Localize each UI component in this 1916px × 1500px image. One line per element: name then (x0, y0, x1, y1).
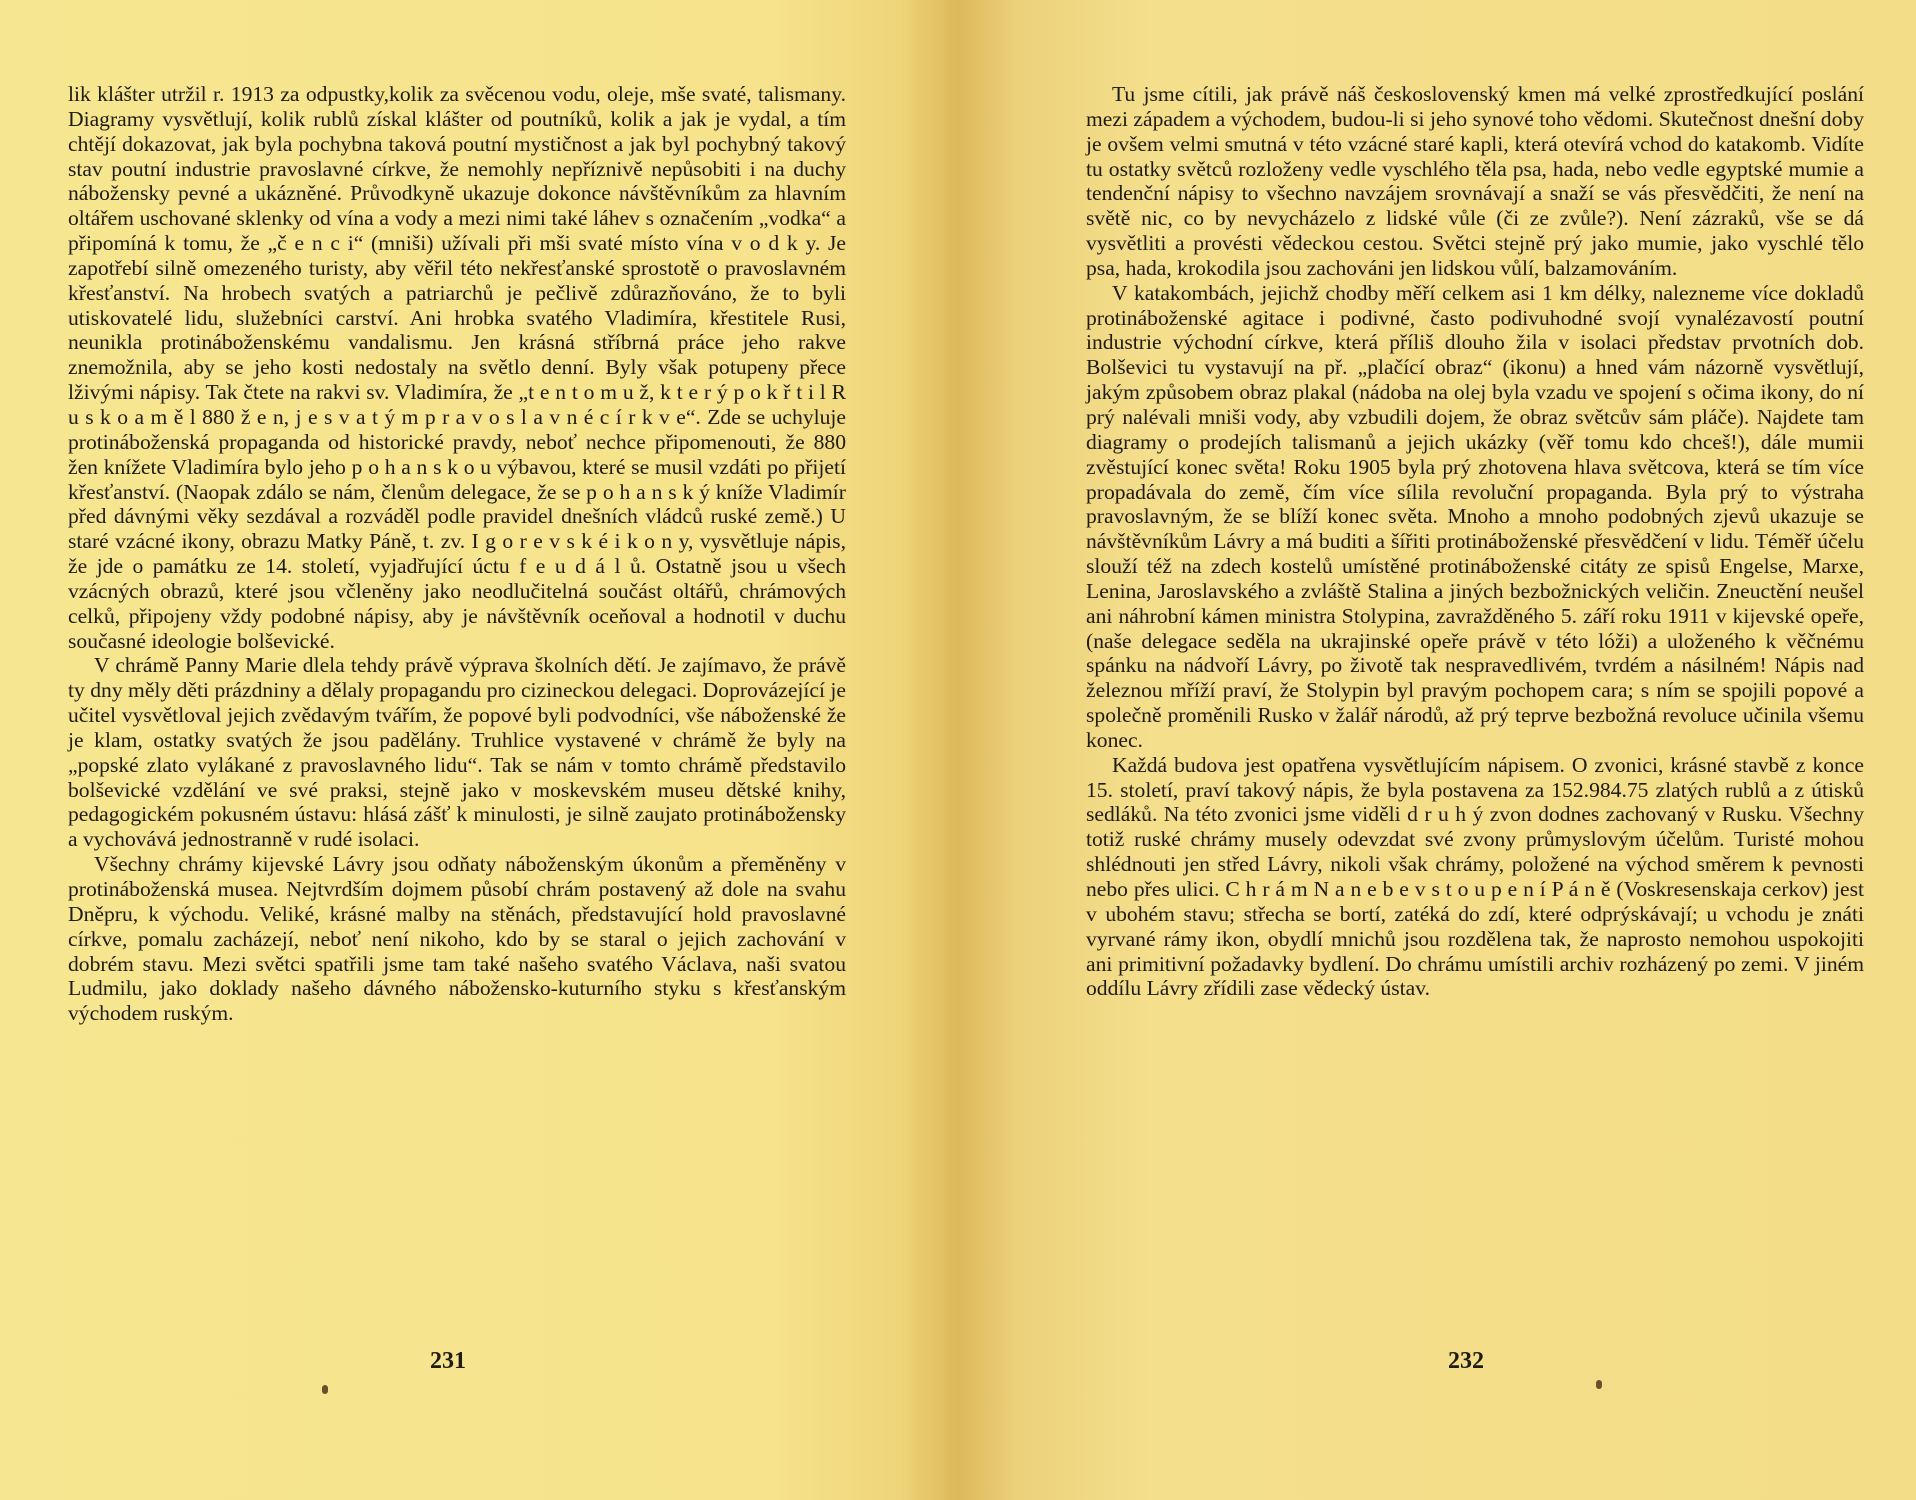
right-page (1086, 82, 1864, 1001)
right-paragraph-3: Každá budova jest opatřena vysvětlujícím nápisem. O zvonici, krásné stavbě z konce 15. století, praví takový nápis, že byla postavena za 152.984.75 zlatých rublů a z útisků sedláků. Na této zvonici jsme viděli d r u h ý zvon dodnes zachovaný v Rusku. Všechny totiž ruské chrámy musely odevzdat své zvony průmyslovým účelům. Turisté mohou shlédnouti jen střed Lávry, nikoli však chrámy, položené na východ směrem k pevnosti nebo přes ulici. C h r á m N a n e b e v s t o u p e n í P á n ě (Voskresenskaja cerkov) jest v ubohém stavu; střecha se bortí, zatéká do zdí, které odprýskávají; u vchodu je znáti vyrvané rámy ikon, obydlí mnichů jsou rozdělena tak, že naprosto nemohou uspokojiti ani primitivní požadavky bydlení. Do chrámu umístili archiv rozházený po zemi. V jiném oddílu Lávry zřídili zase vědecký ústav. (1086, 752, 1864, 1001)
right-paragraph-2: V katakombách, jejichž chodby měří celkem asi 1 km délky, nalezneme více dokladů protináboženské agitace i podivné, často podivuhodné svojí vynalézavostí poutní industrie východní církve, která příliš dlouho žila v isolaci představ prvotních dob. Bolševici tu vystavují na př. „plačící obraz“ (ikonu) a hned vám názorně vysvětlují, jakým způsobem obraz plakal (nádoba na olej byla vzadu ve spojení s očima ikony, do ní prý nalévali mniši vody, aby vzbudili dojem, že obraz světcův sám pláče). Najdete tam diagramy o prodejích talismanů a jejich ukázky (věř tomu kdo chceš!), dále mumii zvěstující konec světa! Roku 1905 byla prý zhotovena hlava světcova, která se tím více propadávala do země, čím více sílila revoluční propaganda. Byla prý to výstraha pravoslavným, že se blíží konec světa. Mnoho a mnoho podobných zjevů ukazuje se návštěvníkům Lávry a má buditi a šířiti protináboženské přesvědčení v lidu. Téměř účelu slouží též na zdech kostelů umístěné protináboženské citáty ze spisů Engelse, Marxe, Lenina, Jaroslavského a zvláště Stalina a jiných bezbožnických veličin. Zneuctění neušel ani náhrobní kámen ministra Stolypina, zavražděného 5. září roku 1911 v kijevské opeře, (naše delegace seděla na ukrajinské opeře právě v této lóži) a uloženého k věčnému spánku na nádvoří Lávry, po životě tak nespravedlivém, tvrdém a násilném! Nápis nad železnou mříží praví, že Stolypin byl pravým pochopem cara; s ním se spojili popové a společně proměnili Rusko v žalář národů, až prý teprve bezbožná revoluce učinila všemu konec. (1086, 280, 1864, 752)
ink-speck (322, 1385, 328, 1394)
right-paragraph-1: Tu jsme cítili, jak právě náš československý kmen má velké zprostředkující poslání mezi západem a východem, budou-li si jeho synové toho vědomi. Skutečnost dnešní doby je ovšem velmi smutná v této vzácné staré kapli, která otevírá vchod do katakomb. Vidíte tu ostatky světců rozloženy vedle vyschlého těla psa, hada, nebo vedle egyptské mumie a tendenční nápisy to všechno navzájem srovnávají a snaží se vás přesvědčiti, že není na světě nic, co by nevycházelo z lidské vůle (či ze zvůle?). Není zázraků, vše se dá vysvětliti a provésti vědeckou cestou. Světci stejně prý jako mumie, jako vyschlé tělo psa, hada, krokodila jsou zachováni jen lidskou vůlí, balzamováním. (1086, 82, 1864, 280)
left-page-number: 231 (430, 1348, 466, 1374)
left-page (68, 82, 846, 1026)
ink-speck (1596, 1380, 1602, 1389)
right-page-number: 232 (1448, 1348, 1484, 1374)
left-paragraph-1: lik klášter utržil r. 1913 za odpustky,kolik za svěcenou vodu, oleje, mše svaté, talismany. Diagramy vysvětlují, kolik rublů získal klášter od poutníků, kolik a jak je vydal, a tím chtějí dokazovat, jak byla pochybna taková poutní mystičnost a jak byl pochybný takový stav poutní industrie pravoslavné církve, že nemohly nepříznivě nepůsobiti i na duchy nábožensky pevné a ukázněné. Průvodkyně ukazuje dokonce návštěvníkům za hlavním oltářem uschované sklenky od vína a vody a mezi nimi také láhev s označením „vodka“ a připomíná k tomu, že „č e n c i“ (mniši) užívali při mši svaté místo vína v o d k y. Je zapotřebí silně omezeného turisty, aby věřil této nekřesťanské sprostotě o pravoslavném křesťanství. Na hrobech svatých a patriarchů je pečlivě zdůrazňováno, že to byli utiskovatelé lidu, služebníci carství. Ani hrobka svatého Vladimíra, křestitele Rusi, neunikla protináboženskému vandalismu. Jen krásná stříbrná práce jeho rakve znemožnila, aby se jeho kosti nedostaly na světlo denní. Byly však potupeny přece lživými nápisy. Tak čtete na rakvi sv. Vladimíra, že „t e n t o m u ž, k t e r ý p o k ř t i l R u s k o a m ě l 880 ž e n, j e s v a t ý m p r a v o s l a v n é c í r k v e“. Zde se uchyluje protináboženská propaganda od historické pravdy, neboť nechce připomenouti, že 880 žen knížete Vladimíra bylo jeho p o h a n s k o u výbavou, které se musil vzdáti po přijetí křesťanství. (Naopak zdálo se nám, členům delegace, že se p o h a n s k ý kníže Vladimír před dávnými věky sezdával a rozváděl podle pravidel dnešních vládců ruské země.) U staré vzácné ikony, obrazu Matky Páně, t. zv. I g o r e v s k é i k o n y, vysvětluje nápis, že jde o památku ze 14. století, vyjadřující úctu f e u d á l ů. Ostatně jsou u všech vzácných obrazů, které jsou včleněny jako neodlučitelná součást oltářů, chrámových celků, připojeny vždy podobné nápisy, aby je návštěvník oceňoval a hodnotil v duchu současné ideologie bolševické. (68, 82, 846, 653)
left-paragraph-3: Všechny chrámy kijevské Lávry jsou odňaty náboženským úkonům a přeměněny v protináboženská musea. Nejtvrdším dojmem působí chrám postavený až dole na svahu Dněpru, k východu. Veliké, krásné malby na stěnách, představující hold pravoslavné církve, pomalu zacházejí, neboť není nikoho, kdo by se staral o jejich zachování v dobrém stavu. Mezi světci spatřili jsme tam také našeho svatého Václava, naši svatou Ludmilu, jako doklady našeho dávného nábožensko-kuturního styku s křesťanským východem ruským. (68, 852, 846, 1026)
left-paragraph-2: V chrámě Panny Marie dlela tehdy právě výprava školních dětí. Je zajímavo, že právě ty dny měly děti prázdniny a dělaly propagandu pro cizineckou delegaci. Doprovázející je učitel vysvětloval jejich zvědavým tvářím, že popové byli podvodníci, vše náboženské že je klam, ostatky svatých že jsou padělány. Truhlice vystavené v chrámě že byly na „popské zlato vylákané z pravoslavného lidu“. Tak se nám v tomto chrámě představilo bolševické vzdělání ve své praksi, stejně jako v moskevském museu dětské knihy, pedagogickém pokusném ústavu: hlásá zášť k minulosti, je silně zaujato protinábožensky a vychovává jednostranně v rudé isolaci. (68, 653, 846, 852)
